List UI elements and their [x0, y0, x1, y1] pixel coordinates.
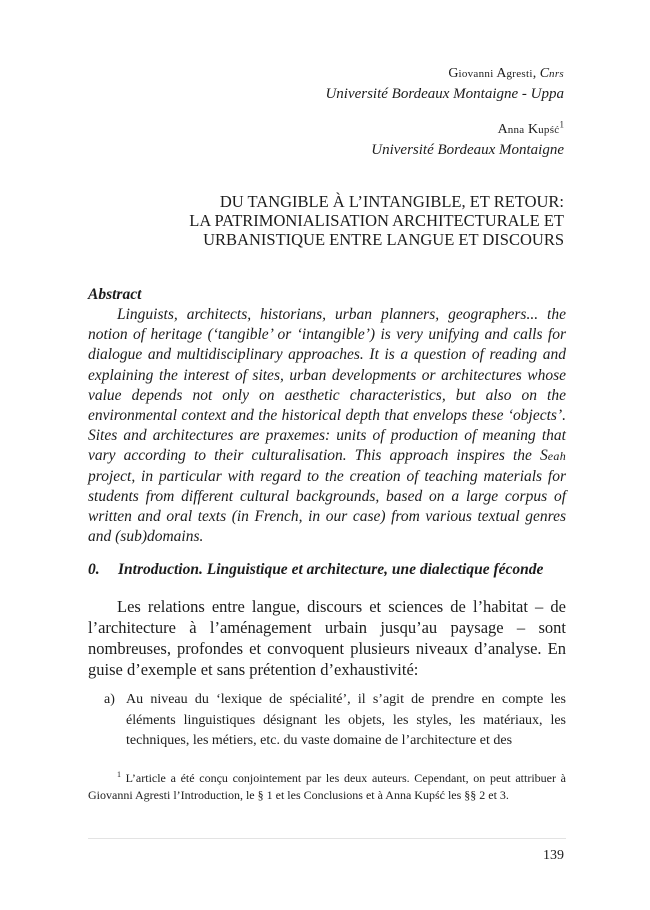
author-name: Anna Kupść$^1$: [497, 119, 564, 137]
author-block-kupsc: [371, 120, 564, 160]
title-line: DU TANGIBLE À L’INTANGIBLE, ET RETOUR:: [219, 192, 564, 211]
enumerated-list: [104, 690, 566, 752]
footnote: [88, 770, 566, 804]
paper-title: [189, 192, 564, 249]
list-marker: a): [104, 692, 115, 707]
section-number: 0.: [88, 561, 100, 578]
project-name: Seah: [540, 447, 566, 465]
author-block-agresti: [325, 64, 564, 104]
section-heading: [88, 561, 566, 579]
footnote-number: 1: [117, 770, 121, 779]
footnote-text: L’article a été conçu conjointement par les deux auteurs. Cependant, on peut attribuer à Giovanni Agresti l’Introduction, le § 1 et les Conclusions et à Anna Kupść les §§ 2 et 3.: [88, 771, 566, 802]
intro-paragraph: Les relations entre langue, discours et sciences de l’habitat – de l’architecture à l’aménagement urbain jusqu’au paysage – sont nombreuses, profondes et convoquent plusieurs niveaux d’analyse. En guise d’exemple et sans prétention d’exhaustivité:: [88, 597, 566, 679]
list-item: [104, 690, 566, 752]
section-title: Introduction. Linguistique et architecture, une dialectique féconde: [118, 561, 544, 578]
author-name: Giovanni Agresti, Cnrs: [448, 66, 564, 81]
abstract-heading: Abstract: [88, 286, 142, 303]
footer-divider: [88, 838, 566, 839]
author-affiliation: Université Bordeaux Montaigne - Uppa: [325, 86, 564, 102]
title-line: LA PATRIMONIALISATION ARCHITECTURALE ET: [189, 211, 564, 230]
footnote-marker: 1: [559, 119, 564, 130]
title-line: URBANISTIQUE ENTRE LANGUE ET DISCOURS: [203, 230, 564, 249]
author-affiliation: Université Bordeaux Montaigne: [371, 142, 564, 158]
page-number: 139: [543, 848, 564, 863]
abstract-text: Linguists, architects, historians, urban planners, geographers... the notion of heritage (‘tangible’ or ‘intangible’) is very unifying and calls for dialogue and multidisciplinary approaches. It is a question of reading and explaining the interest of sites, urban developments or architectures whose value depends not only on aesthetic characteristics, but also on the environmental context and the historical depth that envelops these ‘objects’. Sites and architectures are praxemes: units of production of meaning that vary according to their culturalisation. This approach inspires the Seah project, in particular with regard to the creation of teaching materials for students from different cultural backgrounds, based on a large corpus of written and oral texts (in French, in our case) from various textual genres and (sub)domains.: [88, 306, 566, 546]
list-item-text: Au niveau du ‘lexique de spécialité’, il s’agit de prendre en compte les éléments linguistiques désignant les objets, les styles, les matériaux, les techniques, les métiers, etc. du vaste domaine de l’architecture et des: [126, 692, 566, 748]
